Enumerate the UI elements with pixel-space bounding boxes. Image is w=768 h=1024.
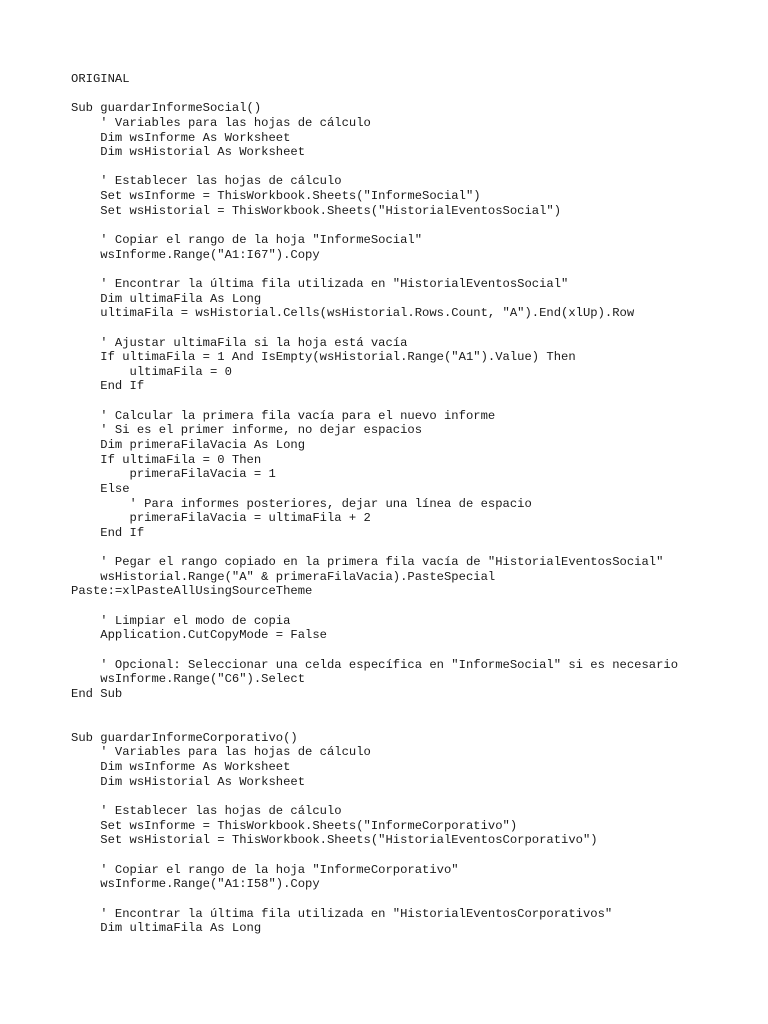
code-line: ultimaFila = wsHistorial.Cells(wsHistorial.Rows.Count, "A").End(xlUp).Row: [71, 306, 635, 321]
code-line: ' Para informes posteriores, dejar una línea de espacio: [71, 496, 532, 511]
code-line: ' Ajustar ultimaFila si la hoja está vacía: [71, 335, 408, 350]
code-line: ' Copiar el rango de la hoja "InformeCorporativo": [71, 862, 459, 877]
code-line: wsInforme.Range("C6").Select: [71, 672, 306, 687]
code-line: Paste:=xlPasteAllUsingSourceTheme: [71, 584, 313, 599]
code-line: ' Variables para las hojas de cálculo: [71, 115, 371, 130]
code-line: Set wsHistorial = ThisWorkbook.Sheets("HistorialEventosCorporativo"): [71, 833, 598, 848]
code-line: [71, 218, 678, 233]
code-line: ' Encontrar la última fila utilizada en "HistorialEventosCorporativos": [71, 906, 613, 921]
code-line: primeraFilaVacia = 1: [71, 467, 276, 482]
code-line: Dim wsHistorial As Worksheet: [71, 145, 306, 160]
code-line: ORIGINAL: [71, 72, 130, 86]
code-line: Dim ultimaFila As Long: [71, 921, 262, 936]
code-line: wsHistorial.Range("A" & primeraFilaVacia).PasteSpecial: [71, 569, 496, 584]
code-line: Set wsInforme = ThisWorkbook.Sheets("InformeSocial"): [71, 189, 481, 204]
code-line: [71, 541, 678, 556]
code-line: [71, 321, 678, 336]
code-line: End If: [71, 525, 145, 540]
code-line: Dim wsInforme As Worksheet: [71, 760, 291, 775]
code-line: [71, 848, 678, 863]
code-line: ' Variables para las hojas de cálculo: [71, 745, 371, 760]
code-line: wsInforme.Range("A1:I67").Copy: [71, 247, 320, 262]
code-line: ' Calcular la primera fila vacía para el nuevo informe: [71, 408, 496, 423]
code-line: primeraFilaVacia = ultimaFila + 2: [71, 511, 371, 526]
code-line: Dim wsHistorial As Worksheet: [71, 774, 306, 789]
code-line: wsInforme.Range("A1:I58").Copy: [71, 877, 320, 892]
code-line: ' Si es el primer informe, no dejar espacios: [71, 423, 423, 438]
code-line: [71, 716, 678, 731]
code-line: ' Opcional: Seleccionar una celda específica en "InformeSocial" si es necesario: [71, 657, 679, 672]
code-line: ' Copiar el rango de la hoja "InformeSocial": [71, 233, 423, 248]
code-line: ' Establecer las hojas de cálculo: [71, 174, 342, 189]
code-line: Set wsInforme = ThisWorkbook.Sheets("InformeCorporativo"): [71, 818, 518, 833]
code-line: End If: [71, 379, 145, 394]
code-line: If ultimaFila = 1 And IsEmpty(wsHistorial.Range("A1").Value) Then: [71, 350, 576, 365]
code-line: Dim primeraFilaVacia As Long: [71, 438, 306, 453]
code-line: Sub guardarInformeCorporativo(): [71, 730, 298, 745]
code-line: ' Establecer las hojas de cálculo: [71, 804, 342, 819]
code-line: [71, 160, 678, 175]
code-listing: [71, 72, 678, 936]
code-line: Application.CutCopyMode = False: [71, 628, 327, 643]
code-line: [71, 262, 678, 277]
code-line: ' Limpiar el modo de copia: [71, 613, 291, 628]
code-line: [71, 599, 678, 614]
code-line: [71, 87, 678, 102]
code-line: Dim wsInforme As Worksheet: [71, 130, 291, 145]
code-line: End Sub: [71, 686, 123, 701]
code-line: ' Pegar el rango copiado en la primera fila vacía de "HistorialEventosSocial": [71, 555, 664, 570]
code-line: If ultimaFila = 0 Then: [71, 452, 262, 467]
code-line: Dim ultimaFila As Long: [71, 291, 262, 306]
code-line: [71, 643, 678, 658]
code-line: ultimaFila = 0: [71, 364, 232, 379]
code-line: Set wsHistorial = ThisWorkbook.Sheets("HistorialEventosSocial"): [71, 203, 562, 218]
code-line: Sub guardarInformeSocial(): [71, 101, 262, 116]
code-line: [71, 394, 678, 409]
code-line: [71, 892, 678, 907]
code-line: Else: [71, 481, 130, 496]
code-line: [71, 702, 678, 717]
code-line: ' Encontrar la última fila utilizada en "HistorialEventosSocial": [71, 276, 569, 291]
code-line: [71, 789, 678, 804]
